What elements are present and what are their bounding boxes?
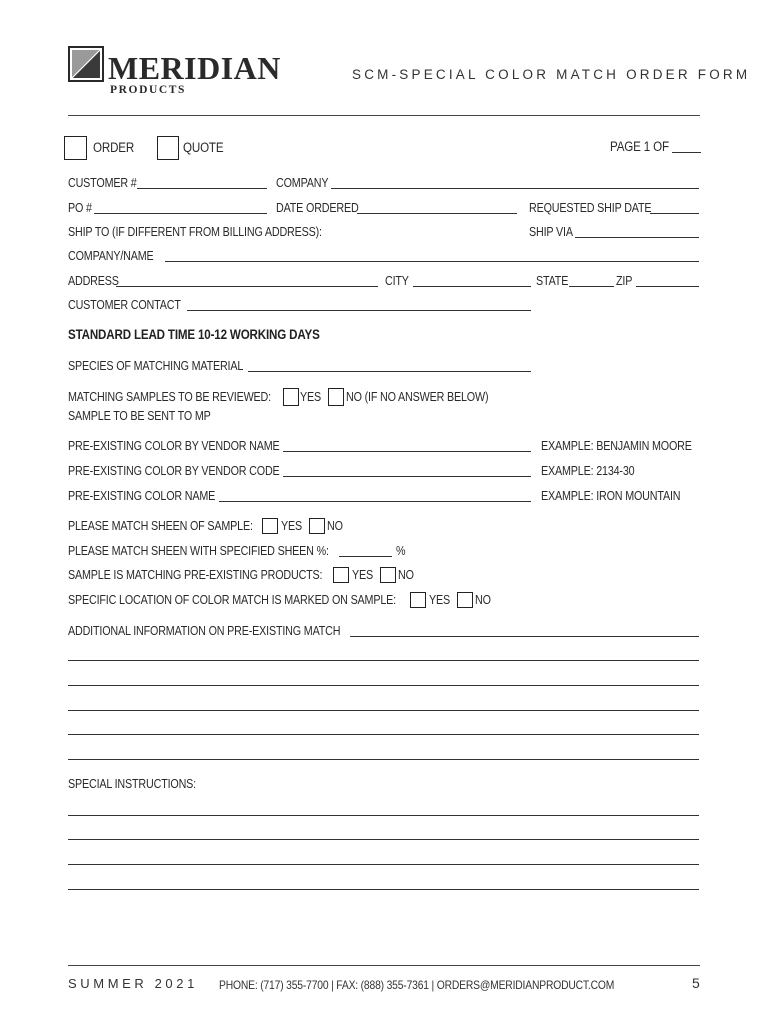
sheen-sample-yes-checkbox[interactable] bbox=[262, 518, 278, 534]
date-ordered-label: DATE ORDERED bbox=[276, 201, 359, 215]
vendor-code-example: EXAMPLE: 2134-30 bbox=[541, 464, 635, 478]
zip-label: ZIP bbox=[616, 274, 633, 288]
footer-divider bbox=[68, 965, 700, 966]
additional-info-line[interactable] bbox=[68, 734, 699, 735]
color-name-label: PRE-EXISTING COLOR NAME bbox=[68, 489, 216, 503]
sample-matching-no-checkbox[interactable] bbox=[380, 567, 396, 583]
vendor-code-field[interactable] bbox=[283, 476, 531, 477]
location-marked-yes-checkbox[interactable] bbox=[410, 592, 426, 608]
lead-time-heading: STANDARD LEAD TIME 10-12 WORKING DAYS bbox=[68, 327, 320, 342]
vendor-code-label: PRE-EXISTING COLOR BY VENDOR CODE bbox=[68, 464, 280, 478]
page-of-field[interactable] bbox=[672, 152, 701, 153]
percent-sign: % bbox=[396, 544, 406, 558]
sample-matching-yes-label: YES bbox=[352, 568, 374, 582]
po-no-field[interactable] bbox=[94, 213, 267, 214]
additional-info-label: ADDITIONAL INFORMATION ON PRE-EXISTING MATCH bbox=[68, 624, 341, 638]
po-no-label: PO # bbox=[68, 201, 92, 215]
matching-samples-label: MATCHING SAMPLES TO BE REVIEWED: bbox=[68, 390, 271, 404]
zip-field[interactable] bbox=[636, 286, 699, 287]
quote-checkbox[interactable] bbox=[157, 136, 179, 160]
special-instructions-line[interactable] bbox=[68, 815, 699, 816]
location-marked-label: SPECIFIC LOCATION OF COLOR MATCH IS MARKED ON SAMPLE: bbox=[68, 593, 396, 607]
order-label: ORDER bbox=[93, 140, 135, 155]
sheen-sample-yes-label: YES bbox=[281, 519, 303, 533]
location-marked-yes-label: YES bbox=[429, 593, 451, 607]
ship-via-field[interactable] bbox=[575, 237, 699, 238]
location-marked-no-label: NO bbox=[475, 593, 491, 607]
logo-wordmark: MERIDIAN bbox=[108, 50, 281, 86]
city-field[interactable] bbox=[413, 286, 531, 287]
sheen-specified-field[interactable] bbox=[339, 556, 392, 557]
sheen-specified-label: PLEASE MATCH SHEEN WITH SPECIFIED SHEEN %: bbox=[68, 544, 329, 558]
state-field[interactable] bbox=[569, 286, 614, 287]
page-number: 5 bbox=[692, 975, 700, 991]
logo-subtitle: PRODUCTS bbox=[110, 84, 187, 96]
color-name-field[interactable] bbox=[219, 501, 531, 502]
footer-season: SUMMER 2021 bbox=[68, 976, 198, 991]
form-title: SCM-SPECIAL COLOR MATCH ORDER FORM bbox=[352, 67, 751, 82]
sample-matching-yes-checkbox[interactable] bbox=[333, 567, 349, 583]
sheen-sample-no-checkbox[interactable] bbox=[309, 518, 325, 534]
sample-matching-no-label: NO bbox=[398, 568, 414, 582]
additional-info-field[interactable] bbox=[350, 636, 699, 637]
customer-no-label: CUSTOMER # bbox=[68, 176, 137, 190]
company-name-field[interactable] bbox=[165, 261, 699, 262]
customer-contact-field[interactable] bbox=[187, 310, 531, 311]
special-instructions-label: SPECIAL INSTRUCTIONS: bbox=[68, 777, 197, 791]
page-of-label: PAGE 1 OF bbox=[610, 139, 669, 154]
species-label: SPECIES OF MATCHING MATERIAL bbox=[68, 359, 244, 373]
state-label: STATE bbox=[536, 274, 569, 288]
address-label: ADDRESS bbox=[68, 274, 119, 288]
additional-info-line[interactable] bbox=[68, 759, 699, 760]
vendor-name-field[interactable] bbox=[283, 451, 531, 452]
matching-samples-no-checkbox[interactable] bbox=[328, 388, 344, 406]
date-ordered-field[interactable] bbox=[357, 213, 517, 214]
order-checkbox[interactable] bbox=[64, 136, 87, 160]
city-label: CITY bbox=[385, 274, 409, 288]
company-label: COMPANY bbox=[276, 176, 329, 190]
logo-mark-icon bbox=[68, 46, 104, 82]
sheen-sample-label: PLEASE MATCH SHEEN OF SAMPLE: bbox=[68, 519, 253, 533]
additional-info-line[interactable] bbox=[68, 710, 699, 711]
requested-ship-date-field[interactable] bbox=[650, 213, 699, 214]
location-marked-no-checkbox[interactable] bbox=[457, 592, 473, 608]
matching-samples-yes-checkbox[interactable] bbox=[283, 388, 299, 406]
sample-matching-label: SAMPLE IS MATCHING PRE-EXISTING PRODUCTS: bbox=[68, 568, 323, 582]
header-divider bbox=[68, 115, 700, 116]
matching-samples-yes-label: YES bbox=[300, 390, 322, 404]
quote-label: QUOTE bbox=[183, 140, 224, 155]
special-instructions-line[interactable] bbox=[68, 839, 699, 840]
additional-info-line[interactable] bbox=[68, 660, 699, 661]
customer-no-field[interactable] bbox=[137, 188, 267, 189]
requested-ship-date-label: REQUESTED SHIP DATE bbox=[529, 201, 652, 215]
ship-to-label: SHIP TO (IF DIFFERENT FROM BILLING ADDRESS): bbox=[68, 225, 322, 239]
vendor-name-label: PRE-EXISTING COLOR BY VENDOR NAME bbox=[68, 439, 280, 453]
matching-samples-no-label: NO (IF NO ANSWER BELOW) bbox=[346, 390, 489, 404]
address-field[interactable] bbox=[116, 286, 378, 287]
footer-contact: PHONE: (717) 355-7700 | FAX: (888) 355-7361 | ORDERS@MERIDIANPRODUCT.COM bbox=[219, 978, 615, 992]
additional-info-line[interactable] bbox=[68, 685, 699, 686]
vendor-name-example: EXAMPLE: BENJAMIN MOORE bbox=[541, 439, 692, 453]
color-name-example: EXAMPLE: IRON MOUNTAIN bbox=[541, 489, 681, 503]
company-field[interactable] bbox=[331, 188, 699, 189]
sheen-sample-no-label: NO bbox=[327, 519, 343, 533]
company-name-label: COMPANY/NAME bbox=[68, 249, 154, 263]
special-instructions-line[interactable] bbox=[68, 889, 699, 890]
species-field[interactable] bbox=[248, 371, 531, 372]
ship-via-label: SHIP VIA bbox=[529, 225, 573, 239]
sample-sent-label: SAMPLE TO BE SENT TO MP bbox=[68, 409, 211, 423]
special-instructions-line[interactable] bbox=[68, 864, 699, 865]
customer-contact-label: CUSTOMER CONTACT bbox=[68, 298, 181, 312]
